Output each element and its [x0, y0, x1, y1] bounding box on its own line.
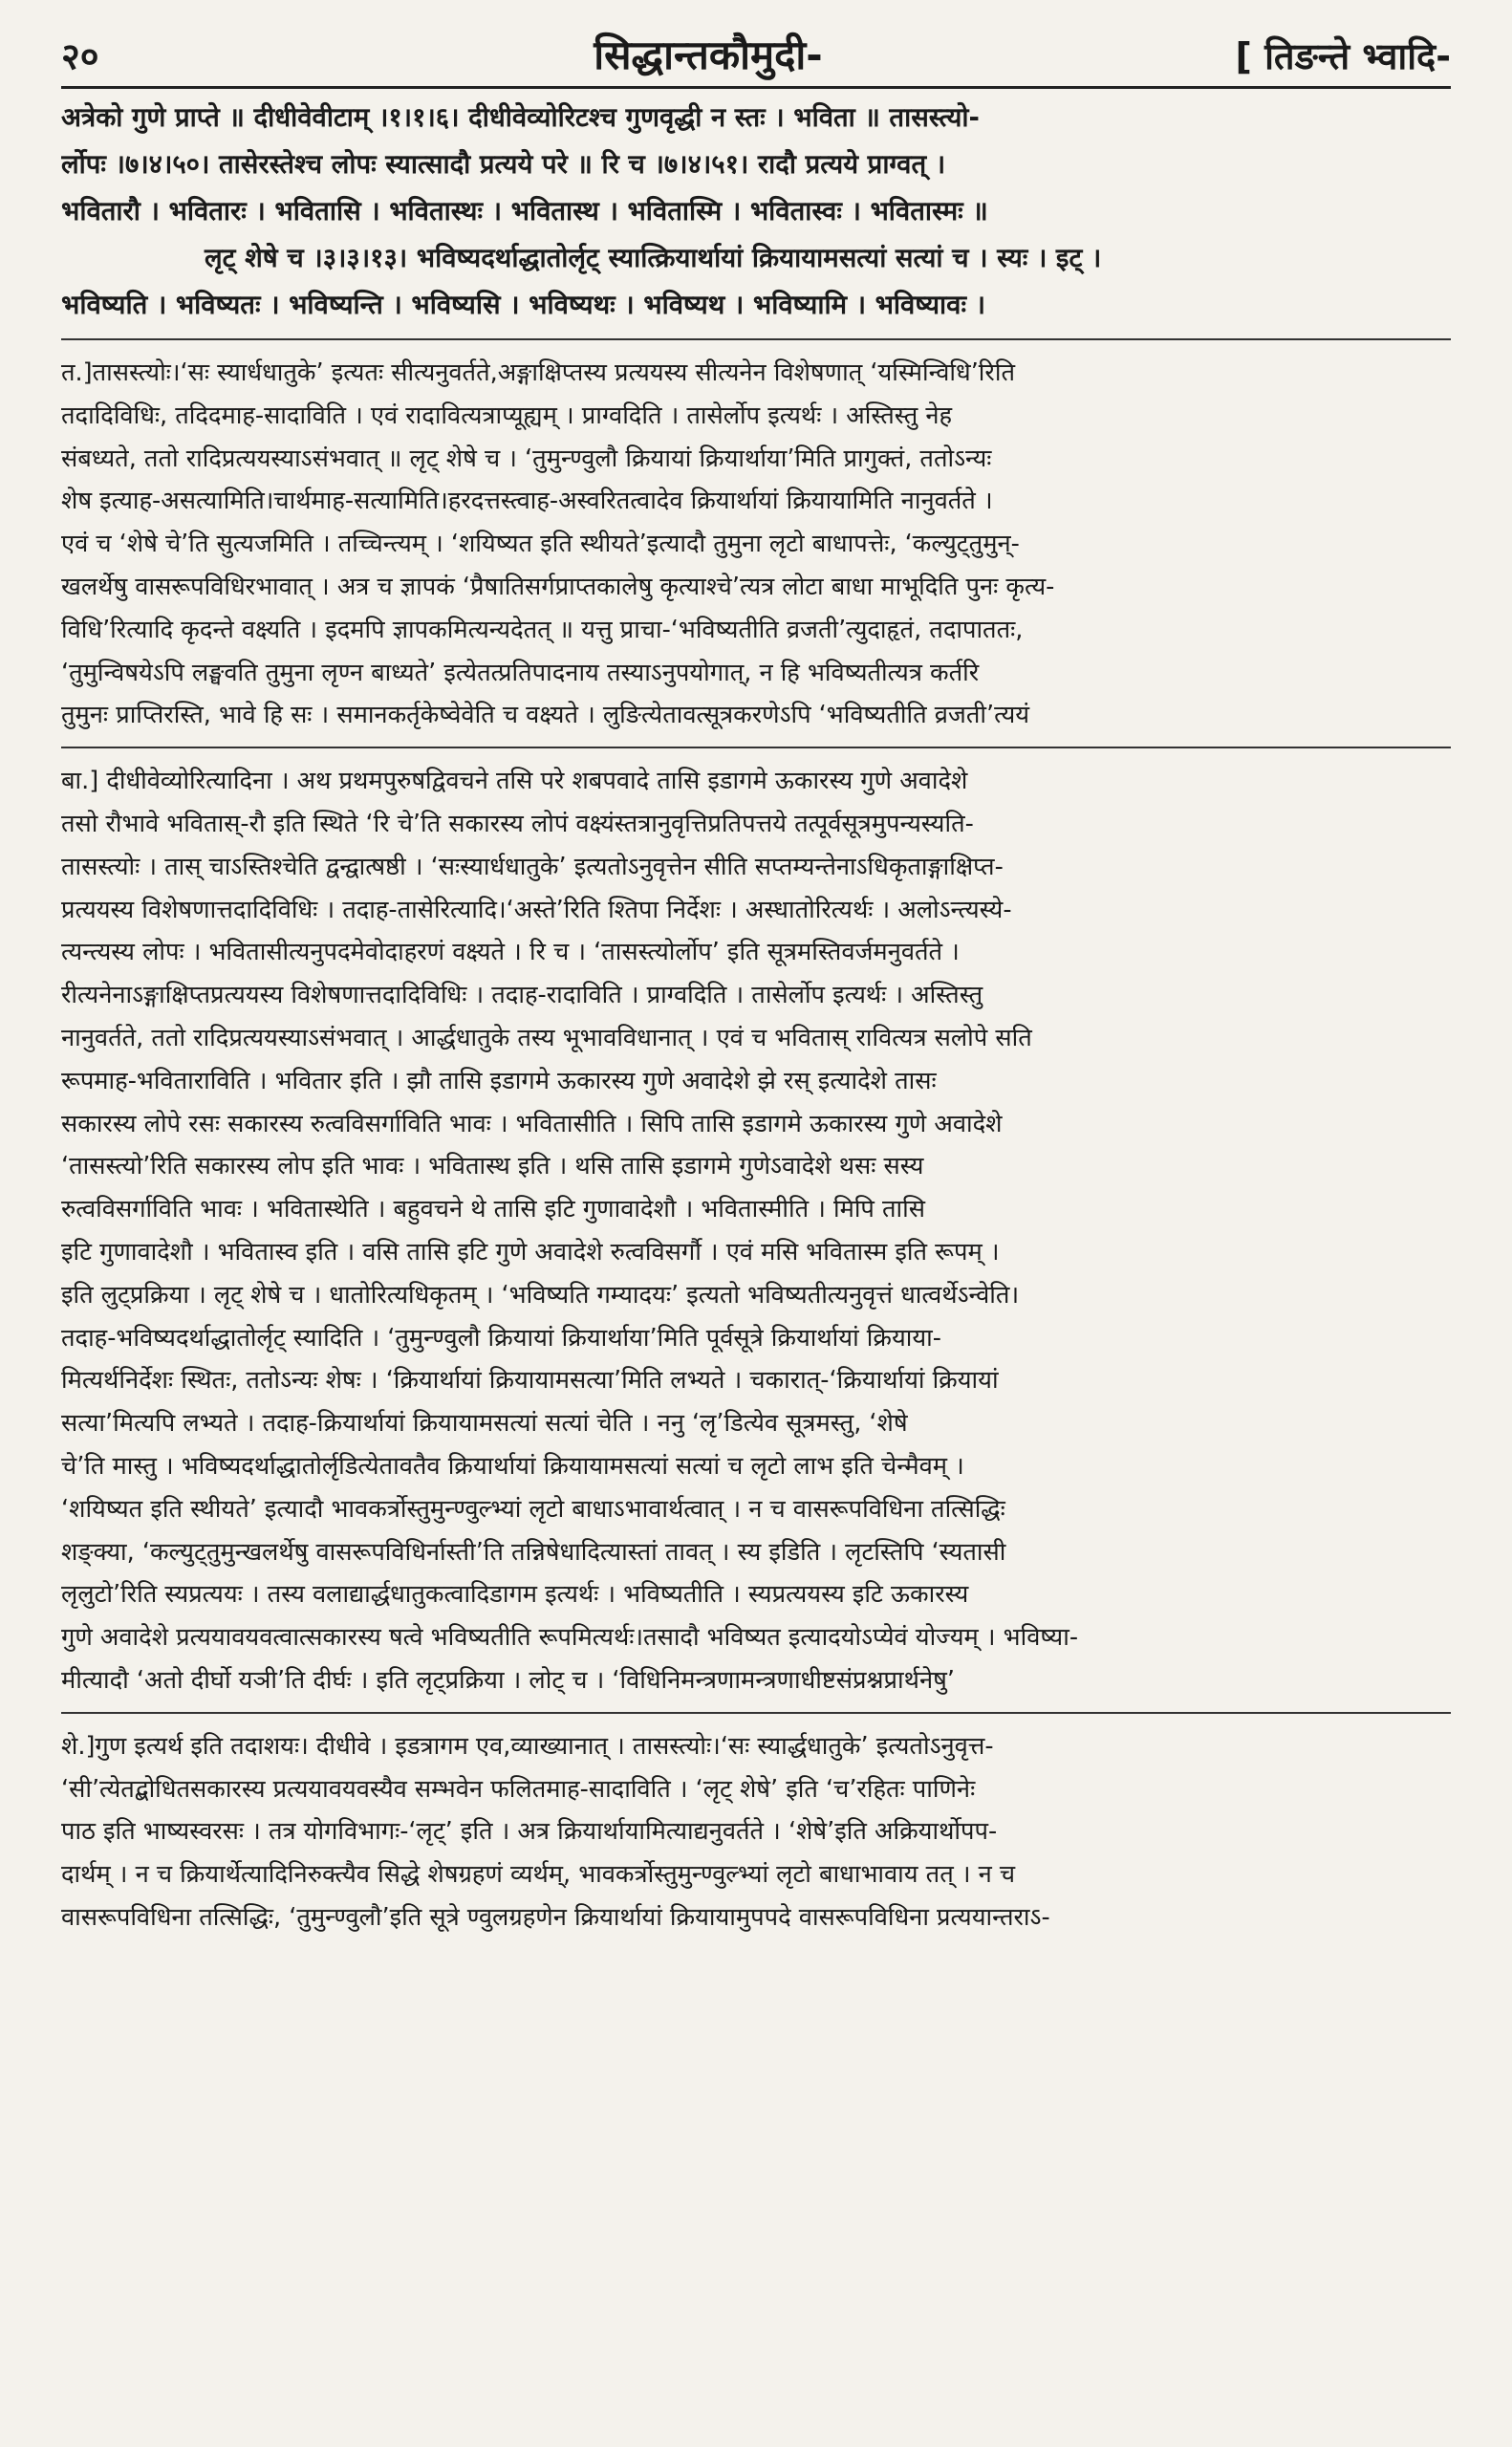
commentary-line: इति लुट्प्रक्रिया । लृट् शेषे च । धातोरित्यधिकृतम् । ‘भविष्यति गम्यादयः’ इत्यतो भविष्यतीत्यनुवृत्तं धात्वर्थेऽन्वेति। [61, 1280, 1020, 1310]
commentary-line: विधि’रित्यादि कृदन्ते वक्ष्यति । इदमपि ज्ञापकमित्यन्यदेतत् ॥ यत्तु प्राचा-‘भविष्यतीति व्रजती’त्युदाहृतं, तदापाततः, [61, 615, 1024, 644]
section-divider [61, 747, 1451, 748]
page-number: २० [61, 35, 99, 77]
page-header [61, 27, 1451, 80]
commentary-line: चे’ति मास्तु । भविष्यदर्थाद्धातोर्लृडित्येतावतैव क्रियार्थायां क्रियायामसत्यां सत्यां च लृटो लाभ इति चेन्मैवम् । [61, 1451, 964, 1481]
commentary-line: ‘शयिष्यत इति स्थीयते’ इत्यादौ भावकर्त्रोस्तुमुन्ण्वुल्भ्यां लृटो बाधाऽभावार्थत्वात् । न च वासरूपविधिना तत्सिद्धिः [61, 1494, 1005, 1524]
section-divider [61, 338, 1451, 340]
balamanorama-commentary [61, 760, 1451, 1702]
commentary-line: प्रत्ययस्य विशेषणात्तदादिविधिः । तदाह-तासेरित्यादि।‘अस्ते’रिति श्तिपा निर्देशः । अस्धातोरित्यर्थः । अलोऽन्त्यस्ये- [61, 895, 1012, 924]
section-divider [61, 1712, 1451, 1714]
commentary-line: वासरूपविधिना तत्सिद्धिः, ‘तुमुन्ण्वुलौ’इति सूत्रे ण्वुलग्रहणेन क्रियार्थायां क्रियायामुपपदे वासरूपविधिना प्रत्ययान्तराऽ- [61, 1902, 1050, 1932]
commentary-line: तासस्त्योः । तास् चाऽस्तिश्चेति द्वन्द्वात्षष्ठी । ‘सःस्यार्धधातुके’ इत्यतोऽनुवृत्तेन सीति सप्तम्यन्तेनाऽधिकृताङ्गाक्षिप्त- [61, 852, 1004, 881]
commentary-line: रूपमाह-भविताराविति । भवितार इति । झौ तासि इडागमे ऊकारस्य गुणे अवादेशे झे रस् इत्यादेशे तासः [61, 1066, 937, 1095]
commentary-line: ‘सी’त्येतद्बोधितसकारस्य प्रत्ययावयवस्यैव सम्भवेन फलितमाह-सादाविति । ‘लृट् शेषे’ इति ‘च’रहितः पाणिनेः [61, 1774, 976, 1804]
commentary-line: तदाह-भविष्यदर्थाद्धातोर्लृट् स्यादिति । ‘तुमुन्ण्वुलौ क्रियायां क्रियार्थाया’मिति पूर्वसूत्रे क्रियार्थायां क्रियाया- [61, 1323, 941, 1353]
sutra-line: भवितारौ । भवितारः । भवितासि । भवितास्थः । भवितास्थ । भवितास्मि । भवितास्वः । भवितास्मः ॥ [61, 196, 988, 227]
tattvabodhini-commentary [61, 352, 1451, 737]
commentary-line: मित्यर्थनिर्देशः स्थितः, ततोऽन्यः शेषः । ‘क्रियार्थायां क्रियायामसत्या’मिति लभ्यते । चकारात्-‘क्रियार्थायां क्रियायां [61, 1366, 999, 1396]
section-heading: [ तिङन्ते भ्वादि- [1235, 35, 1451, 77]
commentary-line: मीत्यादौ ‘अतो दीर्घो यञी’ति दीर्घः । इति लृट्प्रक्रिया । लोट् च । ‘विधिनिमन्त्रणामन्त्रणाधीष्टसंप्रश्नप्रार्थनेषु’ [61, 1665, 955, 1695]
commentary-line: सकारस्य लोपे रसः सकारस्य रुत्वविसर्गाविति भावः । भवितासीति । सिपि तासि इडागमे ऊकारस्य गुणे अवादेशे [61, 1109, 1003, 1138]
sutra-line: भविष्यति । भविष्यतः । भविष्यन्ति । भविष्यसि । भविष्यथः । भविष्यथ । भविष्यामि । भविष्यावः । [61, 290, 986, 320]
commentary-line: ‘तासस्त्यो’रिति सकारस्य लोप इति भावः । भवितास्थ इति । थसि तासि इडागमे गुणेऽवादेशे थसः सस्य [61, 1152, 924, 1181]
shekhara-commentary [61, 1725, 1451, 1939]
commentary-line: त्यन्त्यस्य लोपः । भवितासीत्यनुपदमेवोदाहरणं वक्ष्यते । रि च । ‘तासस्त्योर्लोप’ इति सूत्रमस्तिवर्जमनुवर्तते । [61, 938, 960, 967]
commentary-line: शे.]गुण इत्यर्थ इति तदाशयः। दीधीवे । इडत्रागम एव,व्याख्यानात् । तासस्त्योः।‘सः स्यार्द्धधातुके’ इत्यतोऽनुवृत्त- [61, 1731, 994, 1761]
sutra-line: अत्रेको गुणे प्राप्ते ॥ दीधीवेवीटाम् ।१।१।६। दीधीवेव्योरिटश्च गुणवृद्धी न स्तः । भविता ॥ तासस्त्यो- [61, 102, 980, 133]
commentary-line: लृलुटो’रिति स्यप्रत्ययः । तस्य वलाद्यार्द्धधातुकत्वादिडागम इत्यर्थः । भविष्यतीति । स्यप्रत्ययस्य इटि ऊकारस्य [61, 1580, 969, 1610]
sutra-line: लृट् शेषे च ।३।३।१३। भविष्यदर्थाद्धातोर्लृट् स्यात्क्रियार्थायां क्रियायामसत्यां सत्यां च । स्यः । इट् । [205, 243, 1102, 273]
commentary-line: तसो रौभावे भवितास्-रौ इति स्थिते ‘रि चे’ति सकारस्य लोपं वक्ष्यंस्तत्रानुवृत्तिप्रतिपत्तये तत्पूर्वसूत्रमुपन्यस्यति- [61, 809, 974, 838]
commentary-line: एवं च ‘शेषे चे’ति सुत्यजमिति । तच्चिन्त्यम् । ‘शयिष्यत इति स्थीयते’इत्यादौ तुमुना लृटो बाधापत्तेः, ‘कल्युट्तुमुन्- [61, 530, 1020, 559]
commentary-line: त.]तासस्त्योः।‘सः स्यार्धधातुके’ इत्यतः सीत्यनुवर्तते,अङ्गाक्षिप्तस्य प्रत्ययस्य सीत्यनेन विशेषणात् ‘यस्मिन्विधि’रिति [61, 358, 1015, 387]
commentary-line: ‘तुमुन्विषयेऽपि लङ्घवति तुमुना लृण्न बाध्यते’ इत्येतत्प्रतिपादनाय तस्याऽनुपयोगात्, न हि भविष्यतीत्यत्र कर्तरि [61, 658, 980, 687]
commentary-line: बा.] दीधीवेव्योरित्यादिना । अथ प्रथमपुरुषद्विवचने तसि परे शबपवादे तासि इडागमे ऊकारस्य गुणे अवादेशे [61, 767, 968, 796]
commentary-line: संबध्यते, ततो रादिप्रत्ययस्याऽसंभवात् ॥ लृट् शेषे च । ‘तुमुन्ण्वुलौ क्रियायां क्रियार्थाया’मिति प्रागुक्तं, ततोऽन्यः [61, 444, 992, 473]
sutra-line: र्लोपः ।७।४।५०। तासेरस्तेश्च लोपः स्यात्सादौ प्रत्यये परे ॥ रि च ।७।४।५१। रादौ प्रत्यये प्राग्वत् । [61, 149, 946, 180]
commentary-line: पाठ इति भाष्यस्वरसः । तत्र योगविभागः-‘लृट्’ इति । अत्र क्रियार्थायामित्याद्यनुवर्तते । ‘शेषे’इति अक्रियार्थोपप- [61, 1817, 998, 1847]
commentary-line: दार्थम् । न च क्रियार्थेत्यादिनिरुक्त्यैव सिद्धे शेषग्रहणं व्यर्थम्, भावकर्त्रोस्तुमुन्ण्वुल्भ्यां लृटो बाधाभावाय तत् । न च [61, 1860, 1016, 1890]
commentary-line: तुमुनः प्राप्तिरस्ति, भावे हि सः । समानकर्तृकेष्वेवेति च वक्ष्यते । लुङित्येतावत्सूत्रकरणेऽपि ‘भविष्यतीति व्रजती’त्ययं [61, 701, 1030, 730]
commentary-line: इटि गुणावादेशौ । भवितास्व इति । वसि तासि इटि गुणे अवादेशे रुत्वविसर्गौ । एवं मसि भवितास्म इति रूपम् । [61, 1237, 1000, 1267]
commentary-line: खलर्थेषु वासरूपविधिरभावात् । अत्र च ज्ञापकं ‘प्रैषातिसर्गप्राप्तकालेषु कृत्याश्चे’त्यत्र लोटा बाधा माभूदिति पुनः कृत्य- [61, 572, 1055, 601]
commentary-line: रुत्वविसर्गाविति भावः । भवितास्थेति । बहुवचने थे तासि इटि गुणावादेशौ । भवितास्मीति । मिपि तासि [61, 1195, 926, 1224]
sutra-text-block [61, 95, 1451, 329]
commentary-line: गुणे अवादेशे प्रत्ययावयवत्वात्सकारस्य षत्वे भविष्यतीति रूपमित्यर्थः।तसादौ भविष्यत इत्यादयोऽप्येवं योज्यम् । भविष्या- [61, 1623, 1079, 1653]
commentary-line: रीत्यनेनाऽङ्गाक्षिप्तप्रत्ययस्य विशेषणात्तदादिविधिः । तदाह-रादाविति । प्राग्वदिति । तासेर्लोप इत्यर्थः । अस्तिस्तु [61, 981, 983, 1010]
commentary-line: नानुवर्तते, ततो रादिप्रत्ययस्याऽसंभवात् । आर्द्धधातुके तस्य भूभावविधानात् । एवं च भवितास् रावित्यत्र सलोपे सति [61, 1023, 1032, 1052]
commentary-line: सत्या’मित्यपि लभ्यते । तदाह-क्रियार्थायां क्रियायामसत्यां सत्यां चेति । ननु ‘लृ’डित्येव सूत्रमस्तु, ‘शेषे [61, 1409, 908, 1439]
running-title: सिद्धान्तकौमुदी- [594, 32, 823, 78]
header-rule [61, 86, 1451, 89]
commentary-line: तदादिविधिः, तदिदमाह-सादाविति । एवं रादावित्यत्राप्यूह्यम् । प्राग्वदिति । तासेर्लोप इत्यर्थः । अस्तिस्तु नेह [61, 401, 953, 430]
commentary-line: शङ्क्या, ‘कल्युट्तुमुन्खलर्थेषु वासरूपविधिर्नास्ती’ति तन्निषेधादित्यास्तां तावत् । स्य इडिति । लृटस्तिपि ‘स्यतासी [61, 1537, 1006, 1567]
commentary-line: शेष इत्याह-असत्यामिति।चार्थमाह-सत्यामिति।हरदत्तस्त्वाह-अस्वरितत्वादेव क्रियार्थायां क्रियायामिति नानुवर्तते । [61, 487, 993, 516]
